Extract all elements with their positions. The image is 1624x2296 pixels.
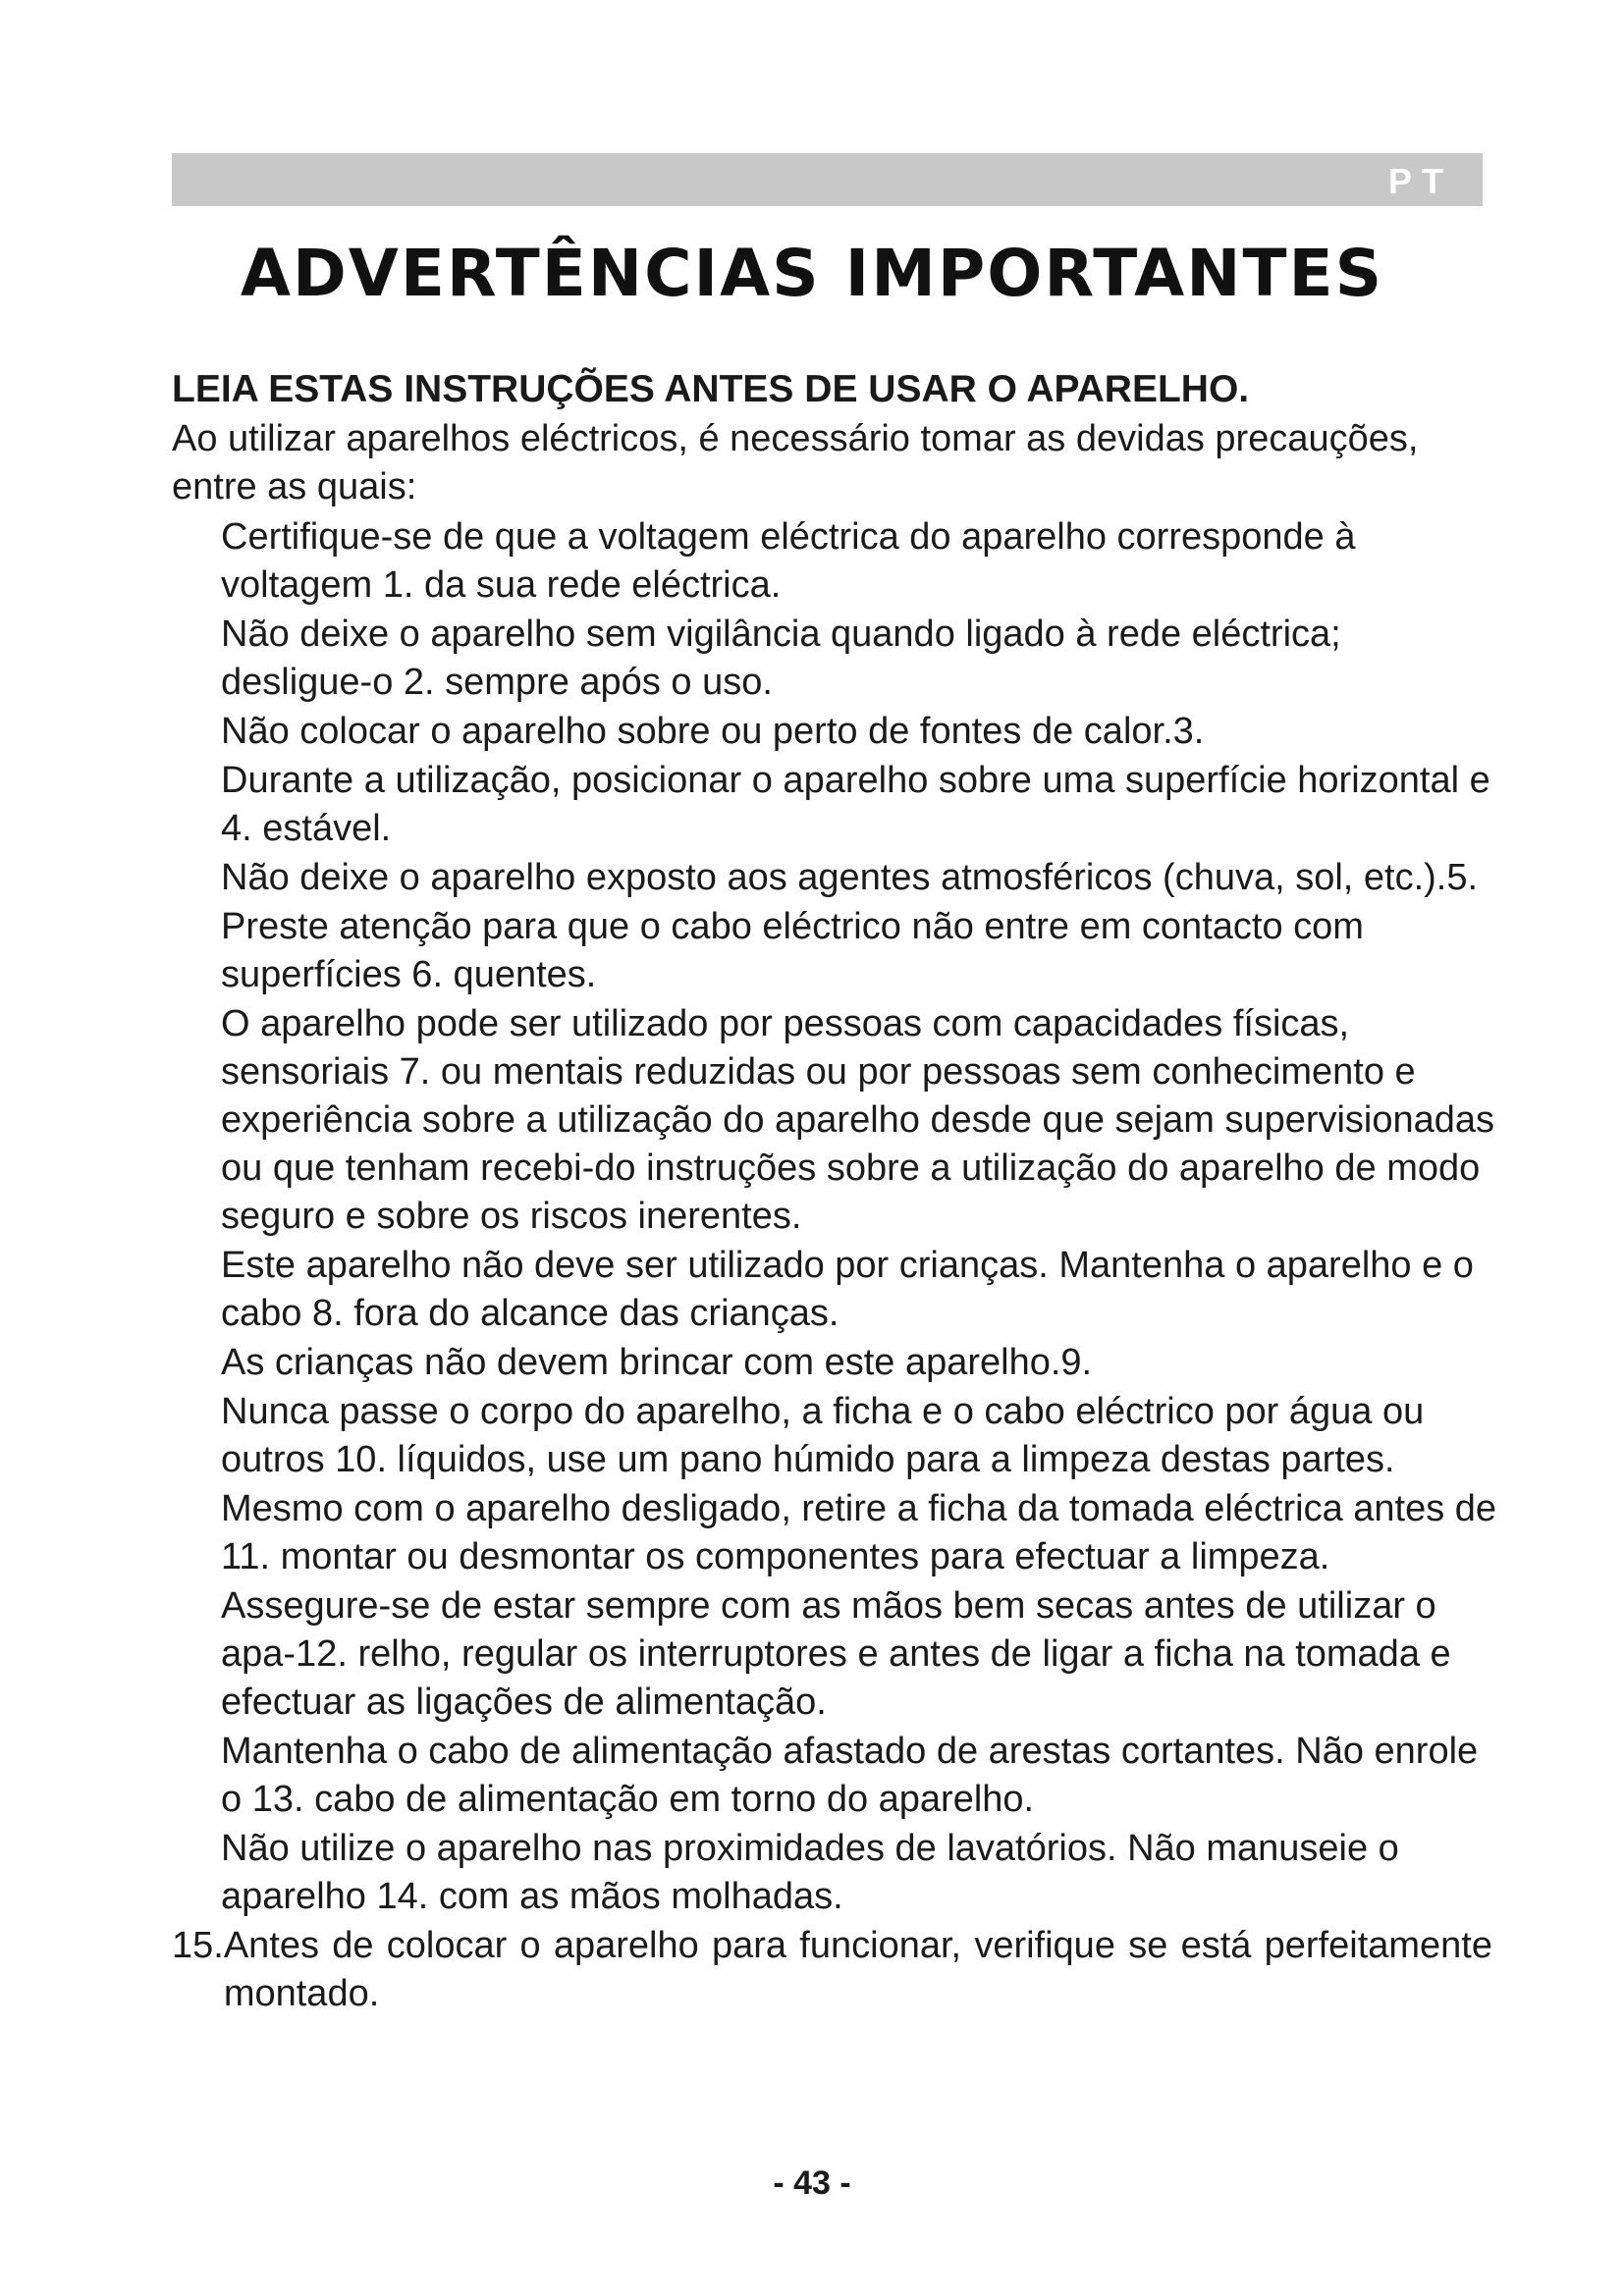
list-item: Preste atenção para que o cabo eléctrico não entre em contacto com superfícies 6. quentes. — [221, 906, 1364, 995]
list-item: As crianças não devem brincar com este aparelho.9. — [221, 1342, 1093, 1383]
list-item: Não utilize o aparelho nas proximidades de lavatórios. Não manuseie o aparelho 14. com as mãos molhadas. — [221, 1828, 1399, 1917]
list-item-text: Antes de colocar o aparelho para funcionar, verifique se está perfeitamente montado. — [223, 1925, 1492, 2014]
list-item-number: 15. — [172, 1925, 224, 1966]
list-item-last — [172, 1922, 1492, 2018]
list-item: Não deixe o aparelho sem vigilância quando ligado à rede eléctrica; desligue-o 2. sempre após o uso. — [221, 614, 1341, 703]
page-number: - 43 - — [773, 2164, 851, 2202]
list-item: Certifique-se de que a voltagem eléctrica do aparelho corresponde à voltagem 1. da sua rede eléctrica. — [221, 516, 1356, 606]
language-header-bar — [172, 153, 1483, 206]
list-item: Este aparelho não deve ser utilizado por crianças. Mantenha o aparelho e o cabo 8. fora do alcance das crianças. — [221, 1245, 1474, 1334]
list-item: Assegure-se de estar sempre com as mãos bem secas antes de utilizar o apa-12. relho, regular os interruptores e antes de ligar a ficha na tomada e efectuar as ligações de alimentação. — [221, 1585, 1451, 1723]
document-body — [172, 365, 1566, 2018]
instructions-subheading: LEIA ESTAS INSTRUÇÕES ANTES DE USAR O APARELHO. — [172, 368, 1250, 410]
list-item: Mantenha o cabo de alimentação afastado de arestas cortantes. Não enrole o 13. cabo de alimentação em torno do aparelho. — [221, 1731, 1479, 1820]
warnings-list — [172, 513, 1566, 2018]
list-item: Não colocar o aparelho sobre ou perto de fontes de calor.3. — [221, 711, 1205, 752]
page-title: ADVERTÊNCIAS IMPORTANTES — [240, 236, 1384, 311]
intro-paragraph: Ao utilizar aparelhos eléctricos, é necessário tomar as devidas precauções, entre as quais: — [172, 418, 1419, 507]
list-item: O aparelho pode ser utilizado por pessoas com capacidades físicas, sensoriais 7. ou mentais reduzidas ou por pessoas sem conhecimento e experiência sobre a utilização do aparelho desde que sejam supervisionadas ou que tenham recebi-do instruções sobre a utilização do aparelho de modo seguro e sobre os riscos inerentes. — [221, 1003, 1495, 1237]
list-item: Nunca passe o corpo do aparelho, a ficha e o cabo eléctrico por água ou outros 10. líquidos, use um pano húmido para a limpeza destas partes. — [221, 1391, 1425, 1480]
list-item: Não deixe o aparelho exposto aos agentes atmosféricos (chuva, sol, etc.).5. — [221, 857, 1479, 898]
language-code: PT — [1387, 161, 1453, 201]
list-item: Durante a utilização, posicionar o aparelho sobre uma superfície horizontal e 4. estável. — [221, 760, 1490, 849]
list-item: Mesmo com o aparelho desligado, retire a ficha da tomada eléctrica antes de 11. montar ou desmontar os componentes para efectuar a limpeza. — [221, 1488, 1497, 1577]
